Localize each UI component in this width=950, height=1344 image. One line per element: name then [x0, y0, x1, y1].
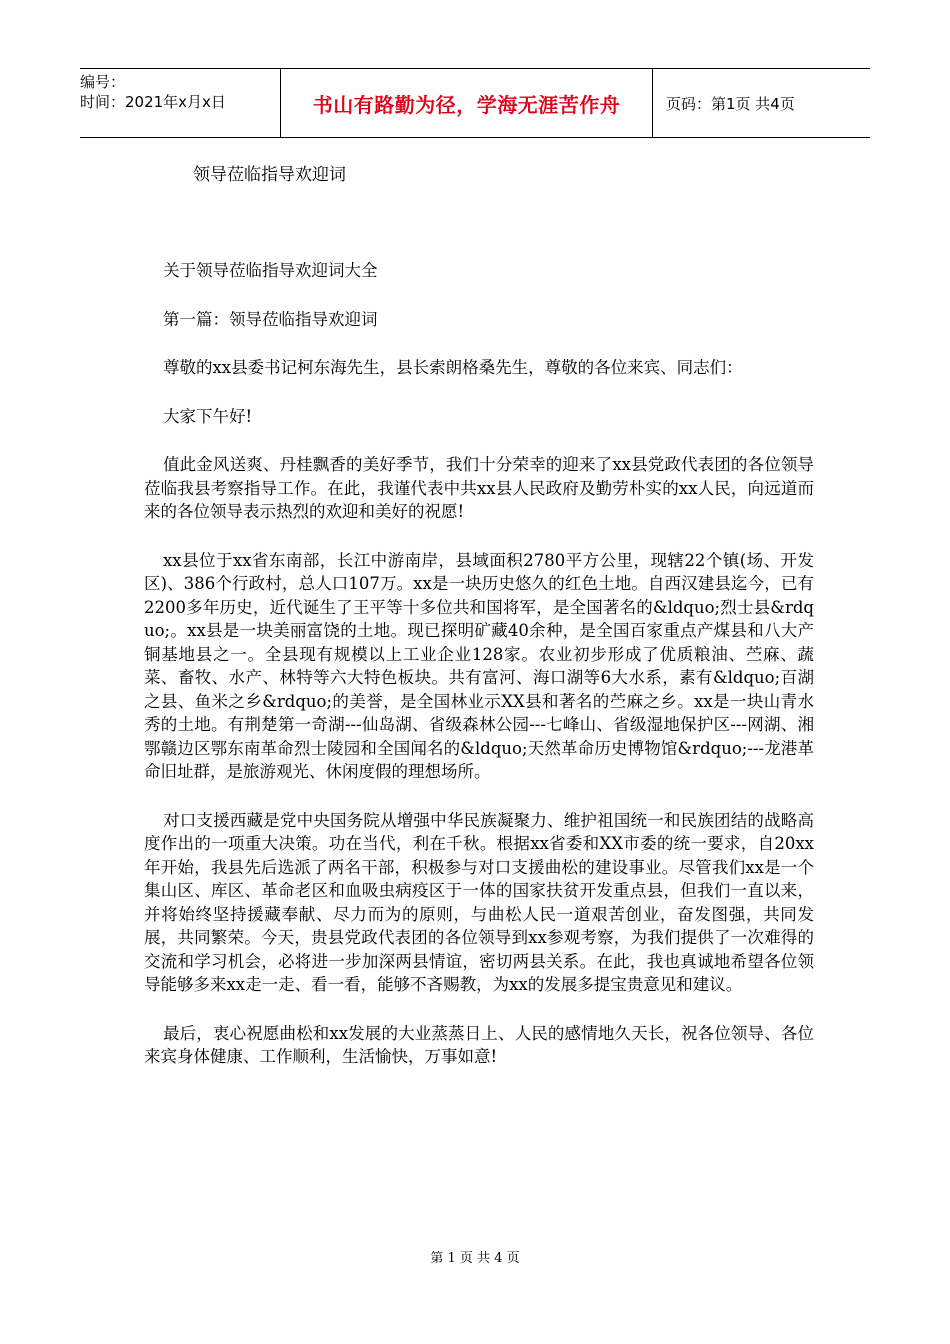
header-motto: 书山有路勤为径，学海无涯苦作舟: [280, 69, 653, 137]
paragraph-tibet-support: 对口支援西藏是党中央国务院从增强中华民族凝聚力、维护祖国统一和民族团结的战略高度作出的一项重大决策。功在当代，利在千秋。根据xx省委和XX市委的统一要求，自20xx年开始，我县先后选派了两名干部，积极参与对口支援曲松的建设事业。尽管我们xx是一个集山区、库区、革命老区和血吸虫病疫区于一体的国家扶贫开发重点县，但我们一直以来，并将始终坚持援藏奉献、尽力而为的原则，与曲松人民一道艰苦创业，奋发图强，共同发展，共同繁荣。今天，贵县党政代表团的各位领导到xx参观考察，为我们提供了一次难得的交流和学习机会，必将进一步加深两县情谊，密切两县关系。在此，我也真诚地希望各位领导能够多来xx走一走、看一看，能够不吝赐教，为xx的发展多提宝贵意见和建议。: [144, 810, 814, 994]
page-footer: 第 1 页 共 4 页: [430, 1251, 520, 1266]
document-title: 领导莅临指导欢迎词: [193, 165, 346, 185]
header-meta: [80, 69, 280, 137]
paragraph-welcome: 值此金风送爽、丹桂飘香的美好季节，我们十分荣幸的迎来了xx县党政代表团的各位领导莅临我县考察指导工作。在此，我谨代表中共xx县人民政府及勤劳朴实的xx人民，向远道而来的各位领导表示热烈的欢迎和美好的祝愿!: [144, 455, 814, 521]
paragraph-section-heading: 第一篇：领导莅临指导欢迎词: [163, 309, 378, 329]
header-page-info: 页码：第1页 共4页: [666, 94, 795, 113]
paragraph-greeting: 大家下午好!: [163, 406, 253, 426]
paragraph-closing: 最后，衷心祝愿曲松和xx发展的大业蒸蒸日上、人民的感情地久天长，祝各位领导、各位来宾身体健康、工作顺利，生活愉快，万事如意!: [144, 1023, 814, 1066]
page-header: [80, 68, 870, 138]
paragraph-subtitle: 关于领导莅临指导欢迎词大全: [163, 261, 378, 280]
paragraph-county-intro: xx县位于xx省东南部，长江中游南岸，县域面积2780平方公里，现辖22个镇(场、开发区)、386个行政村，总人口107万。xx是一块历史悠久的红色土地。自西汉建县迄今，已有2200多年历史，近代诞生了王平等十多位共和国将军，是全国著名的&ldquo;烈士县&rdquo;。xx县是一块美丽富饶的土地。现已探明矿藏40余种，是全国百家重点产煤县和八大产铜基地县之一。全县现有规模以上工业企业128家。农业初步形成了优质粮油、苎麻、蔬菜、畜牧、水产、林特等六大特色板块。共有富河、海口湖等6大水系，素有&ldquo;百湖之县、鱼米之乡&rdquo;的美誉，是全国林业示XX县和著名的苎麻之乡。xx是一块山青水秀的土地。有荆楚第一奇湖---仙岛湖、省级森林公园---七峰山、省级湿地保护区---网湖、湘鄂赣边区鄂东南革命烈士陵园和全国闻名的&ldquo;天然革命历史博物馆&rdquo;---龙港革命旧址群，是旅游观光、休闲度假的理想场所。: [144, 550, 814, 781]
document-number-label: 编号：: [80, 73, 126, 91]
paragraph-salutation: 尊敬的xx县委书记柯东海先生，县长索朗格桑先生，尊敬的各位来宾、同志们：: [163, 358, 743, 377]
document-time-label: 时间：2021年x月x日: [80, 93, 226, 111]
document-body: [144, 259, 814, 1094]
